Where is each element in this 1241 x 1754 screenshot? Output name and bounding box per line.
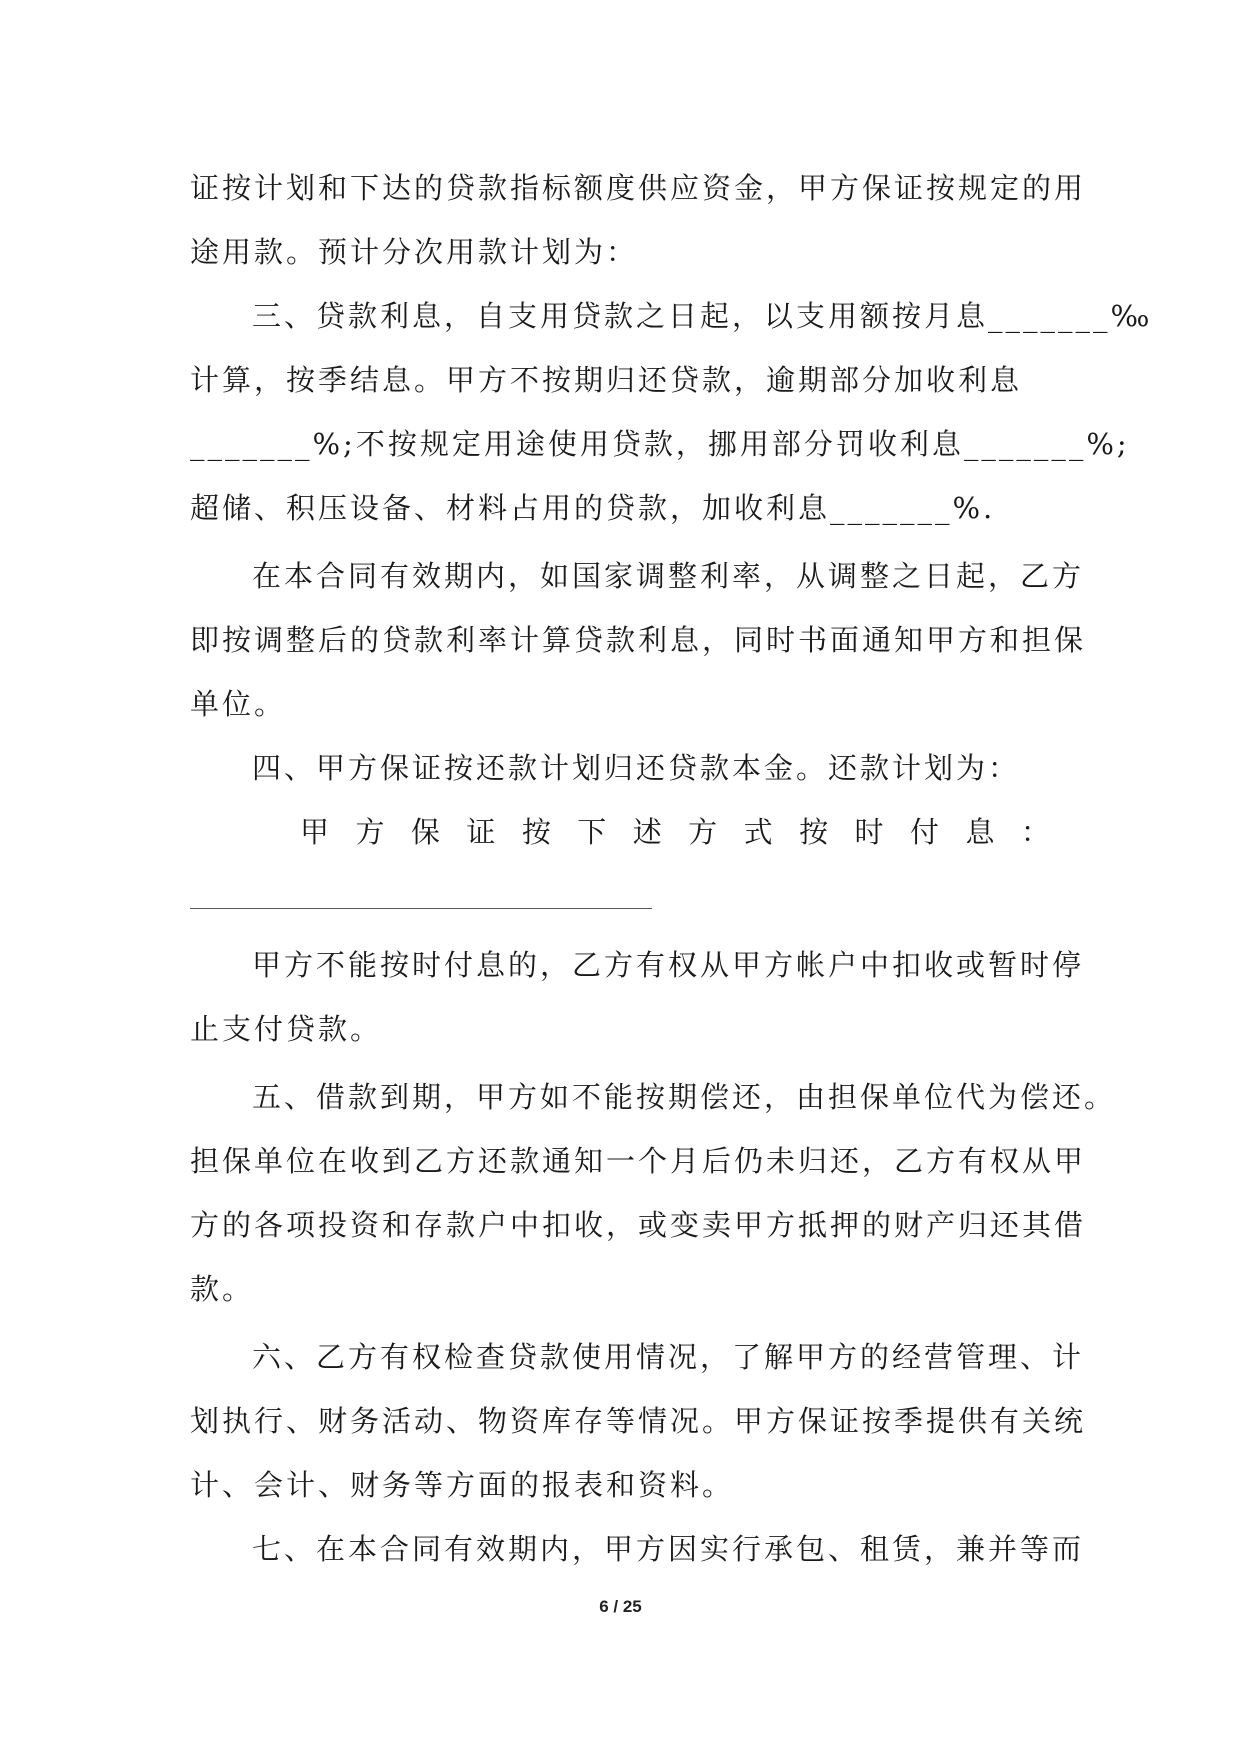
text-line: 款。 — [190, 1272, 255, 1306]
spread-char: 甲 — [300, 815, 330, 849]
spread-char: 述 — [632, 815, 662, 849]
spread-char: 式 — [743, 815, 773, 849]
text-line: 三、贷款利息，自支用贷款之日起，以支用额按月息_______‰ — [252, 299, 1153, 333]
text-line: 止支付贷款。 — [190, 1012, 383, 1046]
text-line: 五、借款到期，甲方如不能按期偿还，由担保单位代为偿还。 — [252, 1080, 1117, 1114]
text-line: 方的各项投资和存款户中扣收，或变卖甲方抵押的财产归还其借 — [190, 1208, 1087, 1242]
text-line: 甲方不能按时付息的，乙方有权从甲方帐户中扣收或暂时停 — [252, 948, 1085, 982]
spread-text-line — [300, 812, 1050, 852]
text-line: 六、乙方有权检查贷款使用情况，了解甲方的经营管理、计 — [252, 1340, 1085, 1374]
text-line: 四、甲方保证按还款计划归还贷款本金。还款计划为： — [252, 751, 1021, 785]
blank-fill-line — [190, 908, 652, 909]
spread-char: ： — [1020, 815, 1050, 849]
spread-char: 息 — [965, 815, 995, 849]
text-line: _______%;不按规定用途使用贷款，挪用部分罚收利息_______%; — [190, 427, 1130, 461]
text-line: 划执行、财务活动、物资库存等情况。甲方保证按季提供有关统 — [190, 1404, 1087, 1438]
text-line: 途用款。预计分次用款计划为： — [190, 235, 639, 269]
spread-char: 按 — [799, 815, 829, 849]
text-line: 单位。 — [190, 687, 287, 721]
spread-char: 方 — [355, 815, 385, 849]
text-line: 七、在本合同有效期内，甲方因实行承包、租赁，兼并等而 — [252, 1532, 1085, 1566]
text-line: 超储、积压设备、材料占用的贷款，加收利息_______%. — [190, 491, 996, 525]
text-line: 即按调整后的贷款利率计算贷款利息，同时书面通知甲方和担保 — [190, 623, 1087, 657]
spread-char: 证 — [466, 815, 496, 849]
spread-char: 方 — [688, 815, 718, 849]
text-line: 证按计划和下达的贷款指标额度供应资金，甲方保证按规定的用 — [190, 171, 1087, 205]
spread-char: 时 — [854, 815, 884, 849]
spread-char: 付 — [909, 815, 939, 849]
text-line: 担保单位在收到乙方还款通知一个月后仍未归还，乙方有权从甲 — [190, 1144, 1087, 1178]
text-line: 计、会计、财务等方面的报表和资料。 — [190, 1468, 735, 1502]
spread-char: 保 — [410, 815, 440, 849]
page-number: 6 / 25 — [599, 1597, 642, 1616]
text-line: 计算，按季结息。甲方不按期归还贷款，逾期部分加收利息 — [190, 363, 1023, 397]
text-line: 在本合同有效期内，如国家调整利率，从调整之日起，乙方 — [252, 559, 1085, 593]
spread-char: 按 — [521, 815, 551, 849]
spread-char: 下 — [577, 815, 607, 849]
